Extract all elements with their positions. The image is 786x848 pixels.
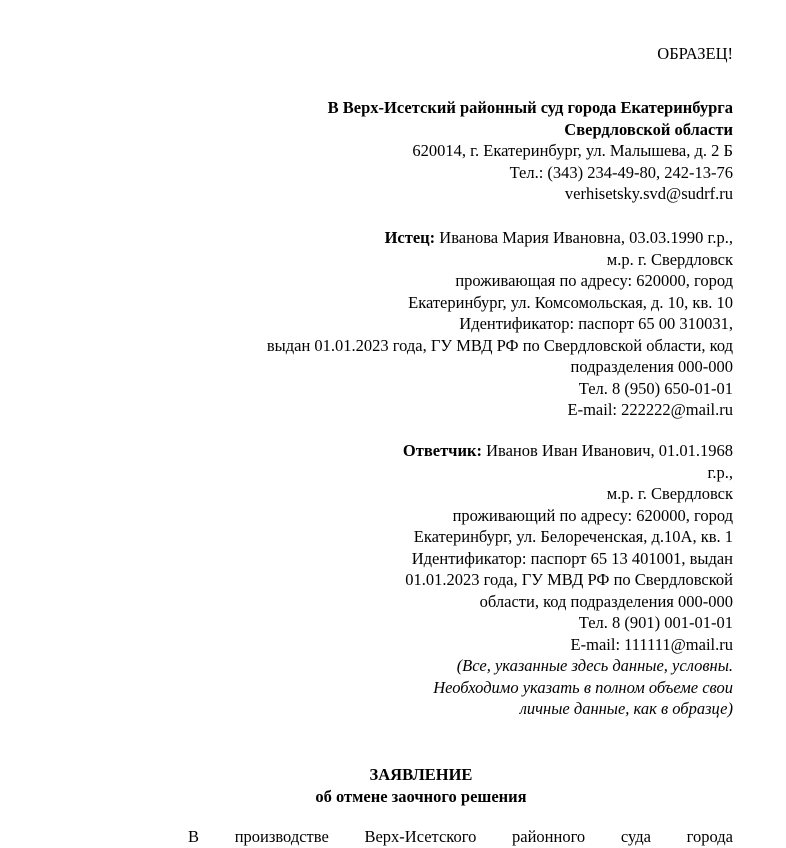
body-word: производстве <box>234 827 329 846</box>
note-line: личные данные, как в образце) <box>519 699 733 718</box>
plaintiff-block <box>267 227 733 421</box>
court-email: verhisetsky.svd@sudrf.ru <box>564 184 733 203</box>
defendant-block <box>403 440 733 720</box>
defendant-line: Тел. 8 (901) 001-01-01 <box>578 613 733 632</box>
defendant-line: г.р., <box>707 462 733 482</box>
court-name-line-1: В Верх-Исетский районный суд города Екатеринбурга <box>327 98 733 117</box>
court-addressee-block <box>328 97 733 205</box>
defendant-line: E-mail: 111111@mail.ru <box>570 634 733 654</box>
plaintiff-line: Екатеринбург, ул. Комсомольская, д. 10, кв. 10 <box>408 292 733 312</box>
body-word: Верх-Исетского <box>364 827 477 846</box>
court-address: 620014, г. Екатеринбург, ул. Малышева, д. 2 Б <box>412 141 733 160</box>
plaintiff-line: Иванова Мария Ивановна, 03.03.1990 г.р., <box>435 228 733 247</box>
document-title-block <box>0 764 786 807</box>
plaintiff-line: E-mail: 222222@mail.ru <box>567 400 733 419</box>
defendant-first-line <box>403 440 733 462</box>
defendant-line: Идентификатор: паспорт 65 13 401001, выдан <box>411 548 733 568</box>
note-line: (Все, указанные здесь данные, условны. <box>456 656 733 675</box>
plaintiff-line: выдан 01.01.2023 года, ГУ МВД РФ по Свердловской области, код <box>266 335 733 355</box>
body-word: суда <box>620 827 651 846</box>
defendant-line: проживающий по адресу: 620000, город <box>452 505 733 525</box>
plaintiff-label: Истец: <box>384 228 436 247</box>
defendant-line: м.р. г. Свердловск <box>606 484 733 503</box>
defendant-line: 01.01.2023 года, ГУ МВД РФ по Свердловской <box>405 570 733 589</box>
court-phone: Тел.: (343) 234-49-80, 242-13-76 <box>509 162 733 182</box>
plaintiff-line: проживающая по адресу: 620000, город <box>455 271 733 290</box>
defendant-label: Ответчик: <box>402 441 482 460</box>
body-word: районного <box>512 827 586 846</box>
document-title: ЗАЯВЛЕНИЕ <box>369 765 473 784</box>
sample-mark-text: ОБРАЗЕЦ! <box>657 44 733 63</box>
body-word: города <box>686 827 733 846</box>
defendant-line: Иванов Иван Иванович, 01.01.1968 <box>481 441 733 460</box>
plaintiff-line: Тел. 8 (950) 650-01-01 <box>578 378 733 398</box>
body-word: В <box>188 827 200 846</box>
plaintiff-line: подразделения 000-000 <box>570 357 733 376</box>
defendant-line: области, код подразделения 000-000 <box>479 591 733 611</box>
plaintiff-line: м.р. г. Свердловск <box>606 249 733 269</box>
plaintiff-line: Идентификатор: паспорт 65 00 310031, <box>459 314 733 333</box>
plaintiff-first-line <box>267 227 733 249</box>
court-name-line-2: Свердловской области <box>564 119 733 139</box>
document-subtitle: об отмене заочного решения <box>315 786 527 806</box>
defendant-line: Екатеринбург, ул. Белореченская, д.10А, кв. 1 <box>413 527 733 546</box>
sample-mark <box>657 43 733 65</box>
note-line: Необходимо указать в полном объеме свои <box>433 677 733 697</box>
